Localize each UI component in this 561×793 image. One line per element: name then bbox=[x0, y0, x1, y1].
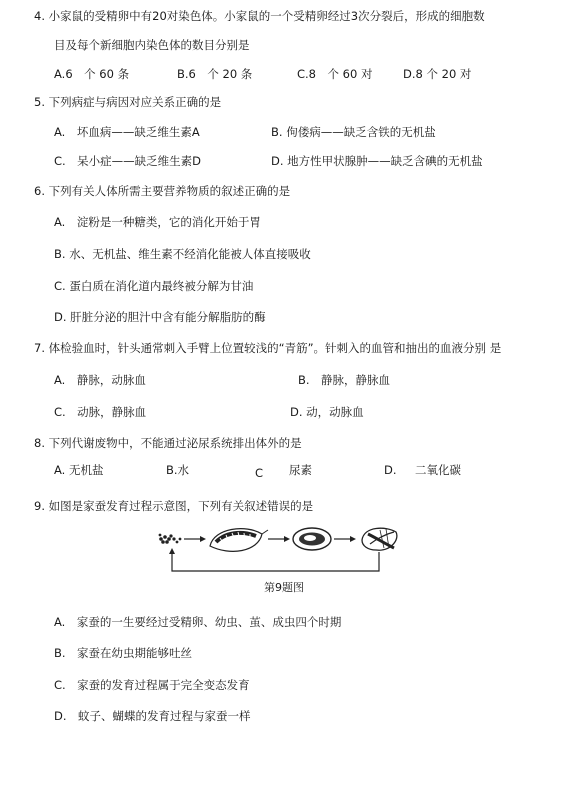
q5-option-d: D. 地方性甲状腺肿——缺乏含碘的无机盐 bbox=[271, 154, 483, 168]
q6-stem: 6. 下列有关人体所需主要营养物质的叙述正确的是 bbox=[34, 184, 291, 198]
q7-option-d: D. 动，动脉血 bbox=[290, 405, 364, 419]
q7-option-c: C. 动脉，静脉血 bbox=[54, 405, 147, 419]
q8-option-c-letter: C bbox=[255, 466, 264, 480]
q6-option-c: C. 蛋白质在消化道内最终被分解为甘油 bbox=[54, 279, 254, 293]
q6-option-d: D. 肝脏分泌的胆汁中含有能分解脂肪的酶 bbox=[54, 310, 266, 324]
q9-option-c: C. 家蚕的发育过程属于完全变态发育 bbox=[54, 678, 250, 692]
q7-option-b: B. 静脉，静脉血 bbox=[298, 373, 391, 387]
q9-option-b: B. 家蚕在幼虫期能够吐丝 bbox=[54, 646, 193, 660]
q8-option-a: A. 无机盐 bbox=[54, 463, 104, 477]
eggs-icon bbox=[159, 534, 182, 544]
pupa-icon bbox=[293, 528, 331, 550]
cycle-arrow bbox=[169, 548, 379, 571]
q6-option-b: B. 水、无机盐、维生素不经消化能被人体直接吸收 bbox=[54, 247, 311, 261]
q9-figure-caption: 第9题图 bbox=[264, 581, 304, 594]
q4-option-b: B.6 个 20 条 bbox=[177, 67, 253, 81]
adult-moth-icon bbox=[362, 528, 397, 550]
q7-stem: 7. 体检验血时，针头通常刺入手臂上位置较浅的“青筋”。针刺入的血管和抽出的血液分别 是 bbox=[34, 341, 502, 355]
q7-option-a: A. 静脉，动脉血 bbox=[54, 373, 146, 387]
q4-stem-line2: 目及每个新细胞内染色体的数目分别是 bbox=[54, 38, 250, 52]
q6-option-a: A. 淀粉是一种糖类，它的消化开始于胃 bbox=[54, 215, 261, 229]
q8-option-d-text: 二氧化碳 bbox=[415, 463, 461, 477]
q5-stem: 5. 下列病症与病因对应关系正确的是 bbox=[34, 95, 222, 109]
q8-option-c-text: 尿素 bbox=[289, 463, 312, 477]
q4-option-a: A.6 个 60 条 bbox=[54, 67, 130, 81]
q4-option-d: D.8 个 20 对 bbox=[403, 67, 472, 81]
arrow-right-icon bbox=[334, 536, 356, 542]
arrow-right-icon bbox=[268, 536, 290, 542]
q9-option-d: D. 蚊子、蝴蝶的发育过程与家蚕一样 bbox=[54, 709, 251, 723]
q4-stem-line1: 4. 小家鼠的受精卵中有20对染色体。小家鼠的一个受精卵经过3次分裂后，形成的细胞数 bbox=[34, 9, 485, 23]
q5-option-b: B. 佝偻病——缺乏含铁的无机盐 bbox=[271, 125, 436, 139]
arrow-right-icon bbox=[184, 536, 206, 542]
q4-option-c: C.8 个 60 对 bbox=[297, 67, 373, 81]
q5-option-c: C. 呆小症——缺乏维生素D bbox=[54, 154, 202, 168]
q9-stem: 9. 如图是家蚕发育过程示意图，下列有关叙述错误的是 bbox=[34, 499, 314, 513]
q8-stem: 8. 下列代谢废物中，不能通过泌尿系统排出体外的是 bbox=[34, 436, 302, 450]
q9-figure bbox=[150, 524, 410, 576]
q8-option-d-letter: D. bbox=[384, 463, 397, 477]
q8-option-b: B.水 bbox=[166, 463, 190, 477]
q9-option-a: A. 家蚕的一生要经过受精卵、幼虫、茧、成虫四个时期 bbox=[54, 615, 342, 629]
q5-option-a: A. 坏血病——缺乏维生素A bbox=[54, 125, 200, 139]
larva-icon bbox=[210, 529, 268, 552]
